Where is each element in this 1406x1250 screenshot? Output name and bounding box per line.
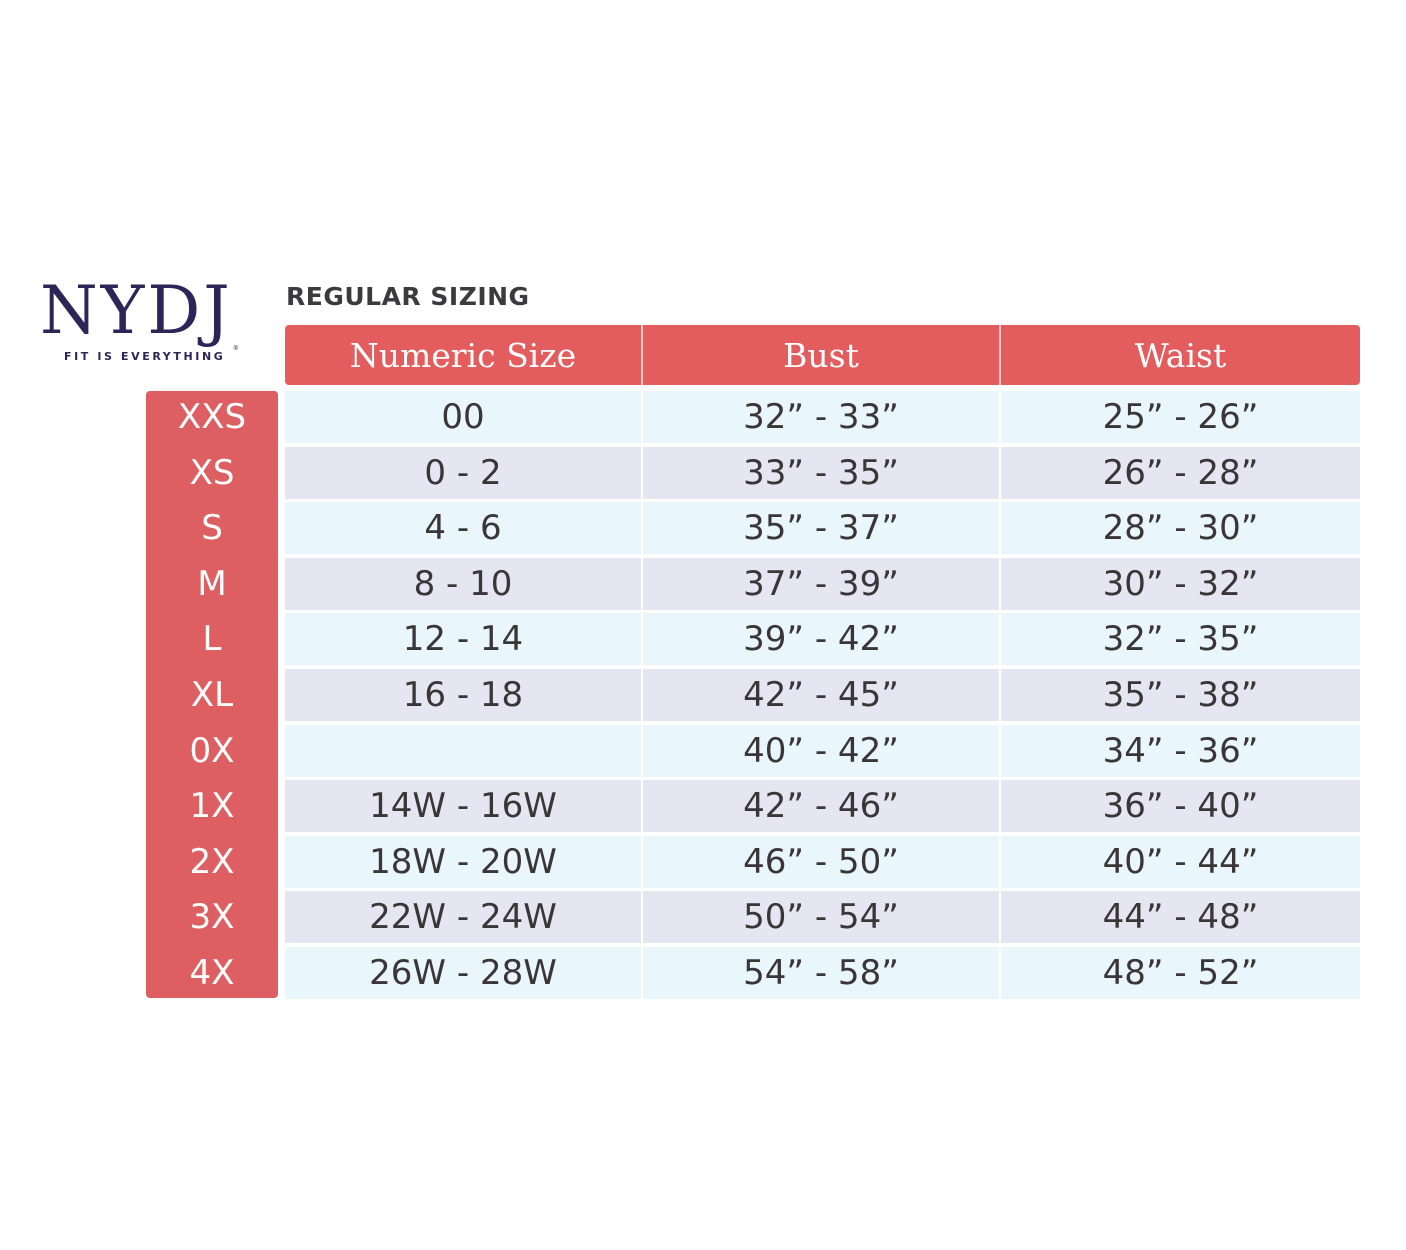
numeric-size-cell: 22W - 24W (285, 891, 641, 943)
waist-cell: 32” - 35” (999, 613, 1360, 665)
column-header-bust: Bust (641, 325, 999, 385)
size-label: M (197, 564, 227, 604)
table-row (285, 447, 1360, 499)
table-row (285, 947, 1360, 999)
numeric-size-cell: 8 - 10 (285, 558, 641, 610)
numeric-size-cell: 0 - 2 (285, 447, 641, 499)
size-label: 2X (189, 842, 235, 882)
size-label: 0X (189, 731, 235, 771)
numeric-size-cell: 00 (285, 391, 641, 443)
size-label: 3X (189, 897, 235, 937)
numeric-size-cell: 14W - 16W (285, 780, 641, 832)
table-row (285, 391, 1360, 443)
waist-cell: 28” - 30” (999, 502, 1360, 554)
column-header-waist: Waist (999, 325, 1360, 385)
table-row (285, 502, 1360, 554)
registered-mark: ® (232, 345, 242, 352)
waist-cell: 34” - 36” (999, 725, 1360, 777)
waist-cell: 25” - 26” (999, 391, 1360, 443)
chart-title: REGULAR SIZING (286, 282, 530, 311)
table-row (285, 725, 1360, 777)
bust-cell: 40” - 42” (641, 725, 999, 777)
table-row (285, 558, 1360, 610)
table-row (285, 891, 1360, 943)
size-label: XXS (177, 397, 247, 437)
logo-wordmark (40, 272, 242, 352)
size-label: L (202, 619, 222, 659)
logo-tagline: FIT IS EVERYTHING (64, 350, 226, 363)
size-label: XL (190, 675, 234, 715)
bust-cell: 54” - 58” (641, 947, 999, 999)
table-row (285, 836, 1360, 888)
bust-cell: 37” - 39” (641, 558, 999, 610)
table-row (285, 613, 1360, 665)
numeric-size-cell: 18W - 20W (285, 836, 641, 888)
waist-cell: 35” - 38” (999, 669, 1360, 721)
bust-cell: 35” - 37” (641, 502, 999, 554)
numeric-size-cell (285, 725, 641, 777)
numeric-size-cell: 16 - 18 (285, 669, 641, 721)
table-header (285, 325, 1360, 385)
bust-cell: 42” - 45” (641, 669, 999, 721)
size-label: 4X (189, 953, 235, 993)
waist-cell: 40” - 44” (999, 836, 1360, 888)
table-row (285, 669, 1360, 721)
table-row (285, 780, 1360, 832)
bust-cell: 46” - 50” (641, 836, 999, 888)
numeric-size-cell: 4 - 6 (285, 502, 641, 554)
waist-cell: 30” - 32” (999, 558, 1360, 610)
bust-cell: 42” - 46” (641, 780, 999, 832)
bust-cell: 33” - 35” (641, 447, 999, 499)
waist-cell: 36” - 40” (999, 780, 1360, 832)
waist-cell: 48” - 52” (999, 947, 1360, 999)
waist-cell: 44” - 48” (999, 891, 1360, 943)
size-label: XS (189, 453, 235, 493)
numeric-size-cell: 12 - 14 (285, 613, 641, 665)
waist-cell: 26” - 28” (999, 447, 1360, 499)
brand-logo (40, 272, 280, 363)
bust-cell: 32” - 33” (641, 391, 999, 443)
bust-cell: 39” - 42” (641, 613, 999, 665)
size-label-column (146, 391, 278, 998)
numeric-size-cell: 26W - 28W (285, 947, 641, 999)
column-header-numeric-size: Numeric Size (349, 335, 577, 375)
size-label: 1X (189, 786, 235, 826)
bust-cell: 50” - 54” (641, 891, 999, 943)
logo-mark-text: NYDJ (40, 272, 233, 349)
size-label: S (201, 508, 223, 548)
